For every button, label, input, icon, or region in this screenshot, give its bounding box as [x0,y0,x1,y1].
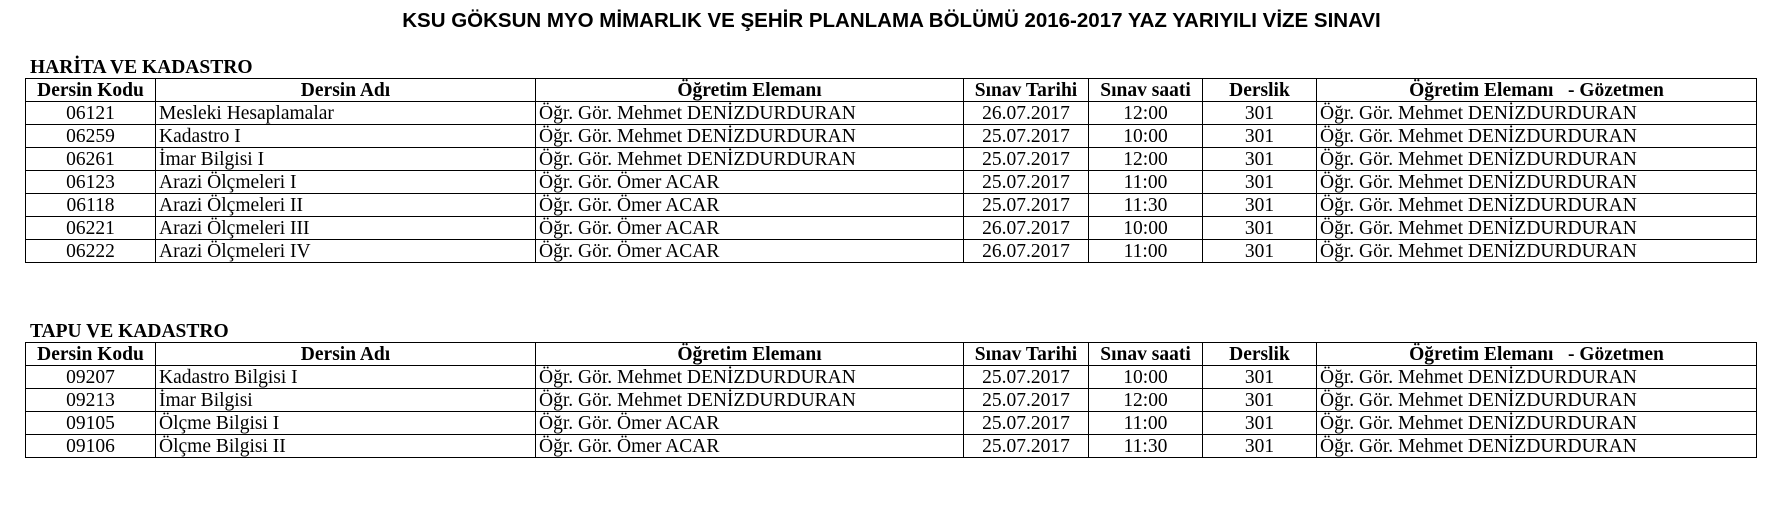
cell-instructor: Öğr. Gör. Ömer ACAR [536,240,964,263]
cell-time: 11:30 [1089,194,1203,217]
cell-date: 25.07.2017 [964,125,1089,148]
cell-proctor: Öğr. Gör. Mehmet DENİZDURDURAN [1317,194,1757,217]
header-instructor: Öğretim Elemanı [536,79,964,102]
cell-code: 09105 [26,412,156,435]
table-header-row [26,79,1757,102]
cell-instructor: Öğr. Gör. Ömer ACAR [536,194,964,217]
header-code: Dersin Kodu [26,79,156,102]
cell-proctor: Öğr. Gör. Mehmet DENİZDURDURAN [1317,171,1757,194]
header-time: Sınav saati [1089,79,1203,102]
cell-proctor: Öğr. Gör. Mehmet DENİZDURDURAN [1317,125,1757,148]
header-proctor: Öğretim Elemanı - Gözetmen [1317,343,1757,366]
cell-room: 301 [1203,148,1317,171]
cell-room: 301 [1203,389,1317,412]
header-room: Derslik [1203,79,1317,102]
cell-name: Mesleki Hesaplamalar [156,102,536,125]
table-row [26,435,1757,458]
cell-date: 25.07.2017 [964,389,1089,412]
section-title: HARİTA VE KADASTRO [30,57,253,78]
page-title: KSU GÖKSUN MYO MİMARLIK VE ŞEHİR PLANLAMA BÖLÜMÜ 2016-2017 YAZ YARIYILI VİZE SINAVI [402,9,1381,32]
cell-room: 301 [1203,171,1317,194]
cell-time: 11:00 [1089,171,1203,194]
cell-instructor: Öğr. Gör. Mehmet DENİZDURDURAN [536,102,964,125]
cell-time: 10:00 [1089,217,1203,240]
cell-proctor: Öğr. Gör. Mehmet DENİZDURDURAN [1317,412,1757,435]
cell-time: 10:00 [1089,125,1203,148]
table-row [26,389,1757,412]
table-row [26,171,1757,194]
cell-room: 301 [1203,412,1317,435]
cell-date: 25.07.2017 [964,412,1089,435]
cell-instructor: Öğr. Gör. Mehmet DENİZDURDURAN [536,389,964,412]
cell-room: 301 [1203,125,1317,148]
cell-instructor: Öğr. Gör. Mehmet DENİZDURDURAN [536,125,964,148]
cell-proctor: Öğr. Gör. Mehmet DENİZDURDURAN [1317,435,1757,458]
cell-code: 06118 [26,194,156,217]
header-code: Dersin Kodu [26,343,156,366]
cell-name: İmar Bilgisi [156,389,536,412]
cell-proctor: Öğr. Gör. Mehmet DENİZDURDURAN [1317,240,1757,263]
section-tapu-ve-kadastro [25,322,1757,458]
cell-name: Arazi Ölçmeleri IV [156,240,536,263]
cell-instructor: Öğr. Gör. Mehmet DENİZDURDURAN [536,366,964,389]
table-row [26,148,1757,171]
cell-date: 26.07.2017 [964,217,1089,240]
table-row [26,125,1757,148]
cell-time: 11:00 [1089,240,1203,263]
cell-proctor: Öğr. Gör. Mehmet DENİZDURDURAN [1317,148,1757,171]
header-name: Dersin Adı [156,343,536,366]
cell-room: 301 [1203,102,1317,125]
table-body [26,366,1757,458]
cell-proctor: Öğr. Gör. Mehmet DENİZDURDURAN [1317,389,1757,412]
cell-time: 10:00 [1089,366,1203,389]
header-name: Dersin Adı [156,79,536,102]
cell-name: Kadastro Bilgisi I [156,366,536,389]
cell-time: 11:00 [1089,412,1203,435]
cell-proctor: Öğr. Gör. Mehmet DENİZDURDURAN [1317,102,1757,125]
cell-date: 25.07.2017 [964,366,1089,389]
cell-proctor: Öğr. Gör. Mehmet DENİZDURDURAN [1317,217,1757,240]
cell-room: 301 [1203,240,1317,263]
cell-name: Arazi Ölçmeleri II [156,194,536,217]
cell-instructor: Öğr. Gör. Ömer ACAR [536,412,964,435]
exam-table [25,78,1757,263]
cell-name: Arazi Ölçmeleri III [156,217,536,240]
section-title: TAPU VE KADASTRO [30,321,229,342]
section-harita-ve-kadastro [25,58,1757,263]
cell-date: 26.07.2017 [964,102,1089,125]
table-row [26,412,1757,435]
table-body [26,102,1757,263]
header-room: Derslik [1203,343,1317,366]
table-row [26,194,1757,217]
cell-code: 06261 [26,148,156,171]
cell-instructor: Öğr. Gör. Ömer ACAR [536,171,964,194]
cell-date: 25.07.2017 [964,435,1089,458]
cell-name: Kadastro I [156,125,536,148]
cell-code: 09207 [26,366,156,389]
cell-code: 06123 [26,171,156,194]
cell-code: 09106 [26,435,156,458]
cell-date: 25.07.2017 [964,171,1089,194]
cell-time: 12:00 [1089,148,1203,171]
header-instructor: Öğretim Elemanı [536,343,964,366]
cell-instructor: Öğr. Gör. Ömer ACAR [536,217,964,240]
cell-name: İmar Bilgisi I [156,148,536,171]
header-date: Sınav Tarihi [964,343,1089,366]
cell-proctor: Öğr. Gör. Mehmet DENİZDURDURAN [1317,366,1757,389]
cell-room: 301 [1203,194,1317,217]
table-row [26,102,1757,125]
cell-room: 301 [1203,435,1317,458]
cell-code: 06121 [26,102,156,125]
cell-name: Ölçme Bilgisi I [156,412,536,435]
header-date: Sınav Tarihi [964,79,1089,102]
cell-code: 09213 [26,389,156,412]
cell-date: 26.07.2017 [964,240,1089,263]
table-row [26,366,1757,389]
cell-instructor: Öğr. Gör. Ömer ACAR [536,435,964,458]
cell-time: 12:00 [1089,389,1203,412]
header-time: Sınav saati [1089,343,1203,366]
cell-instructor: Öğr. Gör. Mehmet DENİZDURDURAN [536,148,964,171]
cell-date: 25.07.2017 [964,194,1089,217]
cell-code: 06259 [26,125,156,148]
table-row [26,217,1757,240]
cell-code: 06222 [26,240,156,263]
cell-name: Ölçme Bilgisi II [156,435,536,458]
header-proctor: Öğretim Elemanı - Gözetmen [1317,79,1757,102]
exam-table [25,342,1757,458]
cell-date: 25.07.2017 [964,148,1089,171]
cell-code: 06221 [26,217,156,240]
table-row [26,240,1757,263]
cell-name: Arazi Ölçmeleri I [156,171,536,194]
cell-time: 12:00 [1089,102,1203,125]
table-header-row [26,343,1757,366]
cell-time: 11:30 [1089,435,1203,458]
cell-room: 301 [1203,217,1317,240]
cell-room: 301 [1203,366,1317,389]
